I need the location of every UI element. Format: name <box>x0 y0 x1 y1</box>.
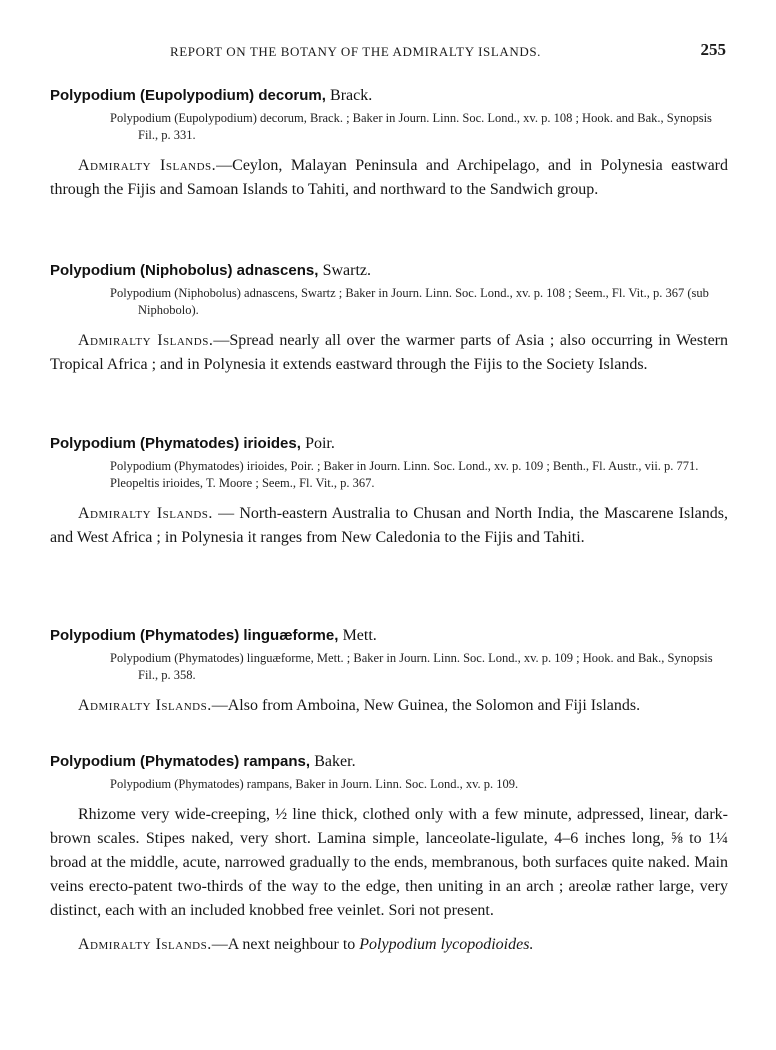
species-authority: Baker. <box>314 753 356 770</box>
subgenus-name: (Phymatodes) <box>140 753 240 770</box>
species-entry <box>50 261 728 377</box>
species-epithet: linguæforme, <box>243 627 339 644</box>
distribution-text: —A next neighbour to <box>211 936 360 953</box>
species-entry <box>50 752 728 957</box>
distribution-text: —Spread nearly all over the warmer parts of Asia ; also occurring in Western Tropical Africa ; and in Polynesia it extends eastward through the Fijis to the Society Islands. <box>50 332 729 373</box>
genus-name: Polypodium <box>50 435 136 452</box>
distribution-paragraph <box>50 502 728 550</box>
page-number: 255 <box>700 40 726 59</box>
species-authority: Brack. <box>330 87 373 104</box>
page-header <box>0 40 776 64</box>
species-authority: Mett. <box>342 627 377 644</box>
species-entry <box>50 86 728 202</box>
species-title <box>50 434 728 454</box>
species-entry <box>50 626 728 718</box>
distribution-paragraph <box>50 329 728 377</box>
species-title <box>50 261 728 281</box>
distribution-paragraph <box>50 694 728 718</box>
distribution-text: — North-eastern Australia to Chusan and North India, the Mascarene Islands, and West Africa ; in Polynesia it ranges from New Caledonia to the Fijis and Tahiti. <box>50 505 728 546</box>
genus-name: Polypodium <box>50 87 136 104</box>
location-label: Admiralty Islands. <box>78 936 212 953</box>
subgenus-name: (Phymatodes) <box>140 435 240 452</box>
species-authority: Swartz. <box>322 262 371 279</box>
citation: Polypodium (Niphobolus) adnascens, Swartz ; Baker in Journ. Linn. Soc. Lond., xv. p. 108 ; Seem., Fl. Vit., p. 367 (sub Niphobolo). <box>110 286 709 317</box>
citation: Polypodium (Phymatodes) linguæforme, Mett. ; Baker in Journ. Linn. Soc. Lond., xv. p. 109 ; Hook. and Bak., Synopsis Fil., p. 358. <box>110 651 713 682</box>
distribution-text: —Ceylon, Malayan Peninsula and Archipelago, and in Polynesia eastward through the Fijis and Samoan Islands to Tahiti, and northward to the Sandwich group. <box>50 157 728 198</box>
distribution-text: —Also from Amboina, New Guinea, the Solomon and Fiji Islands. <box>211 697 641 714</box>
species-title <box>50 752 728 772</box>
species-authority: Poir. <box>305 435 335 452</box>
citation: Polypodium (Eupolypodium) decorum, Brack. ; Baker in Journ. Linn. Soc. Lond., xv. p. 108 ; Hook. and Bak., Synopsis Fil., p. 331. <box>110 111 712 142</box>
subgenus-name: (Eupolypodium) <box>140 87 255 104</box>
distribution-paragraph <box>50 933 728 957</box>
genus-name: Polypodium <box>50 262 136 279</box>
location-label: Admiralty Islands. <box>78 157 217 174</box>
species-epithet: irioides, <box>243 435 301 452</box>
distribution-paragraph <box>50 154 728 202</box>
citation: Polypodium (Phymatodes) rampans, Baker in Journ. Linn. Soc. Lond., xv. p. 109. <box>110 777 519 791</box>
species-entry <box>50 434 728 550</box>
location-label: Admiralty Islands. <box>78 332 214 349</box>
genus-name: Polypodium <box>50 753 136 770</box>
genus-name: Polypodium <box>50 627 136 644</box>
running-title: REPORT ON THE BOTANY OF THE ADMIRALTY ISLANDS. <box>170 44 542 59</box>
location-label: Admiralty Islands. <box>78 697 212 714</box>
subgenus-name: (Niphobolus) <box>140 262 233 279</box>
location-label: Admiralty Islands. <box>78 505 213 522</box>
species-title <box>50 626 728 646</box>
species-title <box>50 86 728 106</box>
species-epithet: rampans, <box>243 753 311 770</box>
citation: Polypodium (Phymatodes) irioides, Poir. ; Baker in Journ. Linn. Soc. Lond., xv. p. 109 ; Benth., Fl. Austr., vii. p. 771. <box>110 459 699 473</box>
description-paragraph: Rhizome very wide-creeping, ½ line thick, clothed only with a few minute, adpressed, linear, dark-brown scales. Stipes naked, very short. Lamina simple, lanceolate-ligulate, 4–6 inches long, ⅝ to 1¼ broad at the middle, acute, narrowed gradually to the ends, membranous, both surfaces quite naked. Main veins erecto-patent two-thirds of the way to the edge, then uniting in an arch ; areolæ rather large, very distinct, each with an included knobbed free veinlet. Sori not present. <box>50 806 728 919</box>
species-epithet: adnascens, <box>236 262 319 279</box>
citation: Pleopeltis irioides, T. Moore ; Seem., Fl. Vit., p. 367. <box>110 476 375 490</box>
subgenus-name: (Phymatodes) <box>140 627 240 644</box>
species-epithet: decorum, <box>258 87 326 104</box>
distribution-species-name: Polypodium lycopodioides. <box>359 936 534 953</box>
